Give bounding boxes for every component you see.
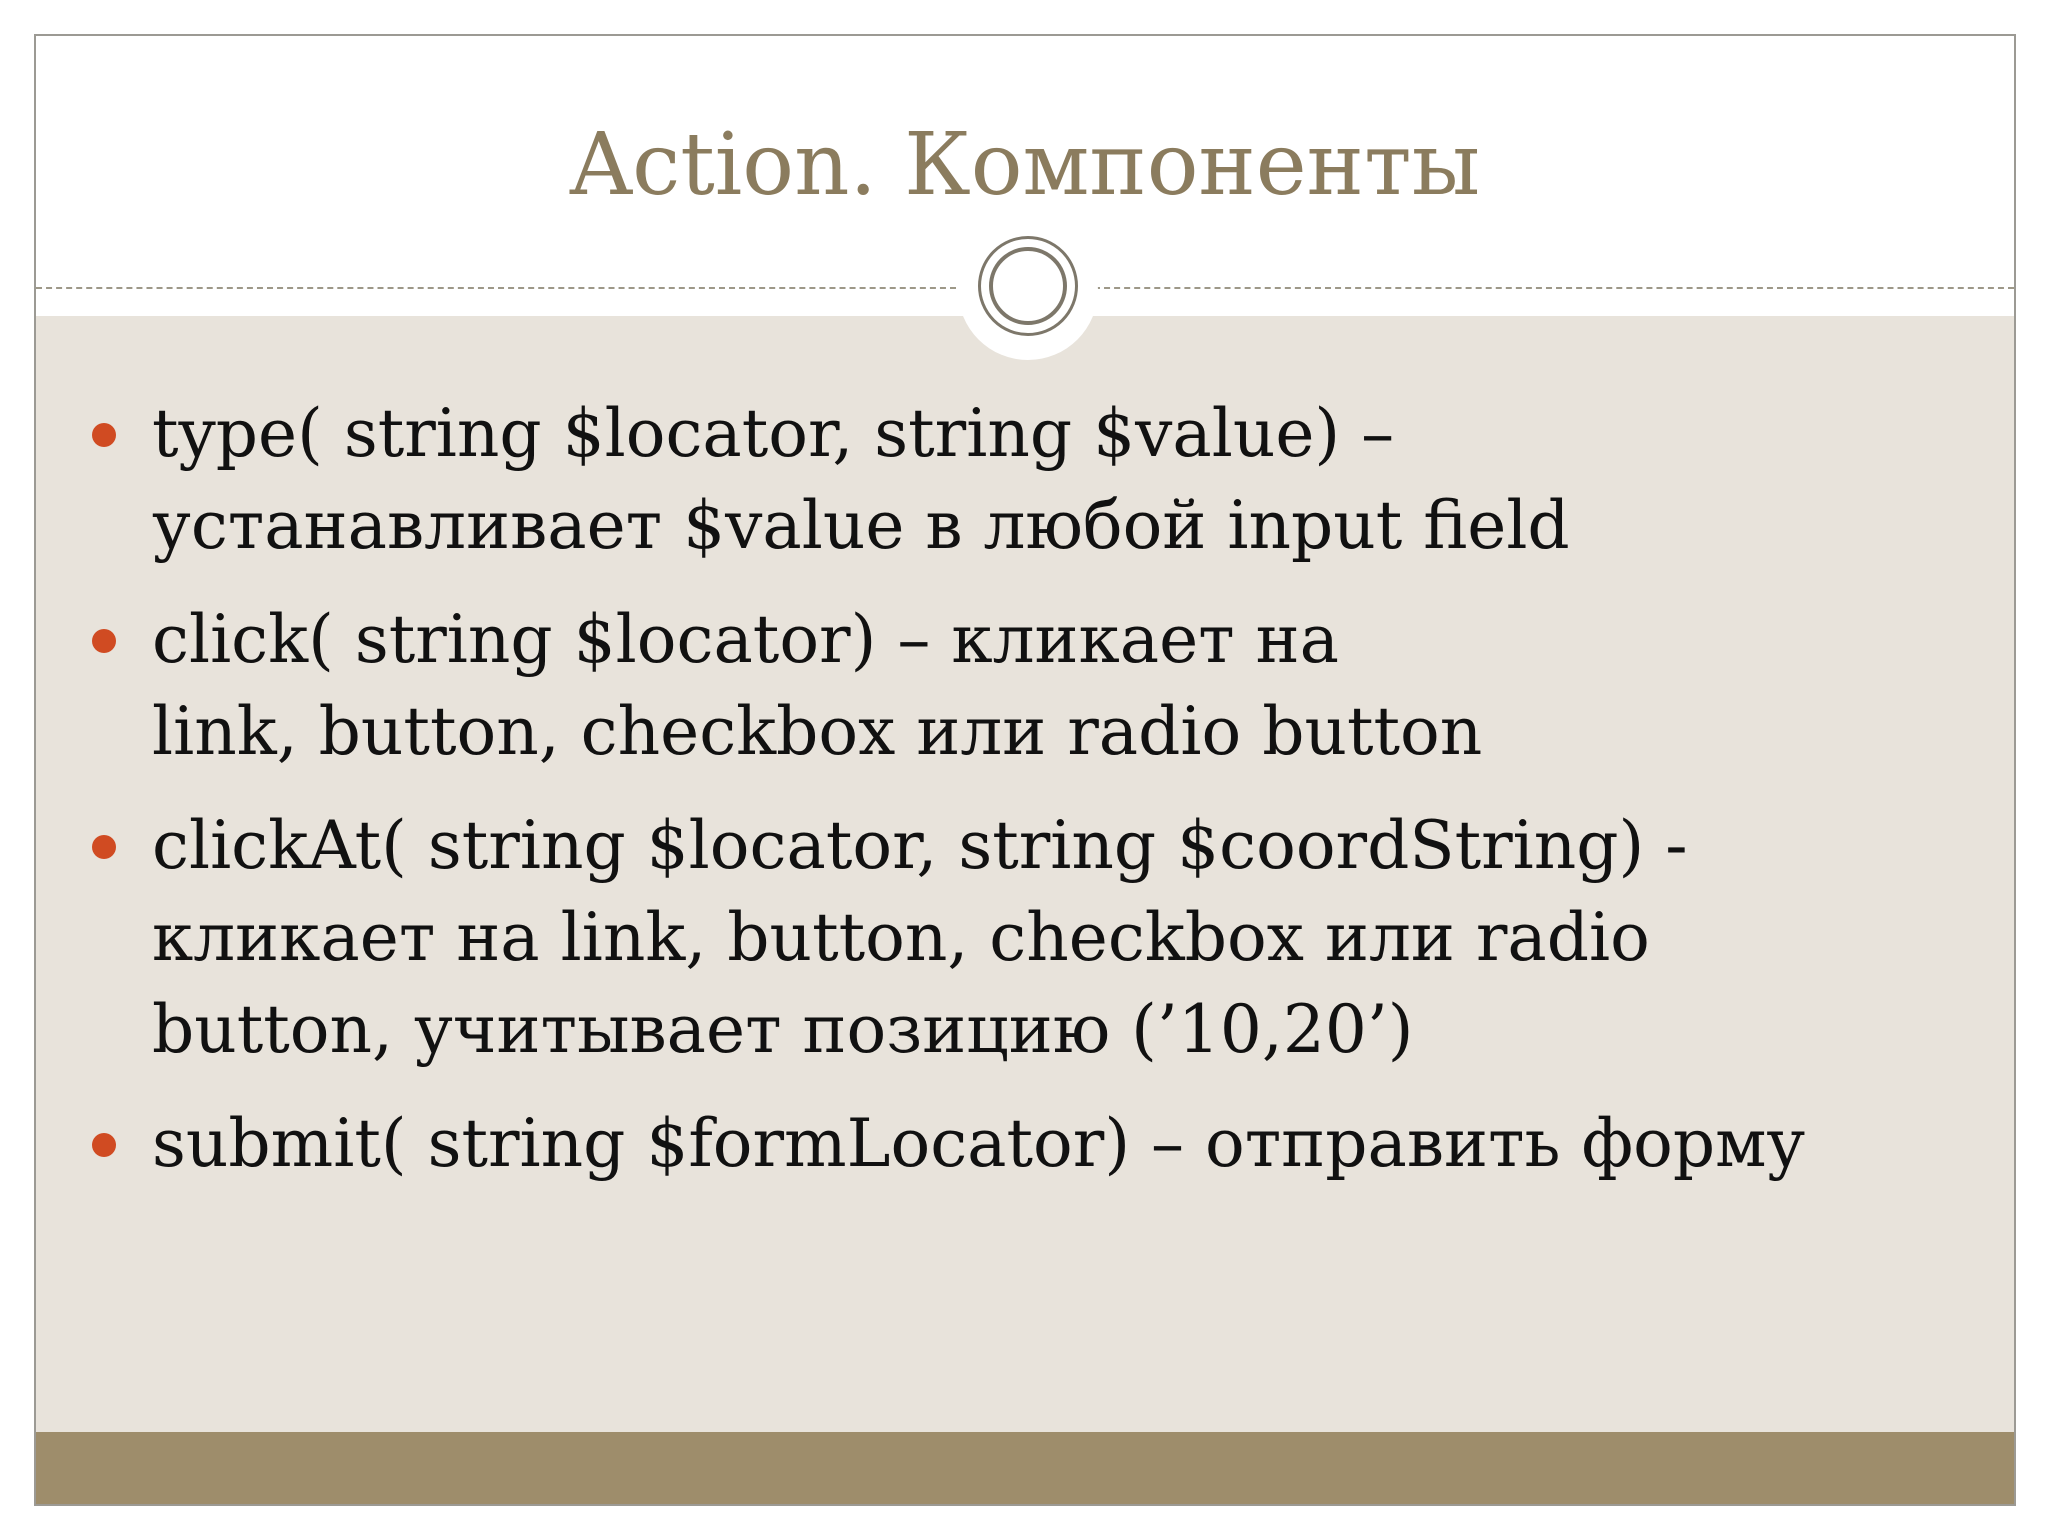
bullet-line: устанавливает $value в любой input field xyxy=(152,487,1570,564)
footer-bar xyxy=(36,1432,2014,1504)
bullet-item-type xyxy=(36,388,2014,572)
bullet-line: click( string $locator) – кликает на xyxy=(152,601,1339,678)
dashed-divider-left xyxy=(36,287,956,289)
dashed-divider-right xyxy=(1094,287,2014,289)
bullet-line: clickAt( string $locator, string $coordString) - xyxy=(152,807,1688,884)
bullet-item-clickat xyxy=(36,800,2014,1076)
bullet-line: link, button, checkbox или radio button xyxy=(152,693,1483,770)
circle-ornament-inner xyxy=(989,247,1067,325)
bullet-line: button, учитывает позицию (’10,20’) xyxy=(152,991,1414,1068)
bullet-item-submit xyxy=(36,1098,2014,1190)
slide xyxy=(34,34,2016,1506)
bullet-dot-icon xyxy=(92,1133,116,1157)
bullet-dot-icon xyxy=(92,835,116,859)
bullet-line: кликает на link, button, checkbox или radio xyxy=(152,899,1650,976)
bullet-dot-icon xyxy=(92,423,116,447)
bullet-list xyxy=(36,388,2014,1212)
slide-title: Action. Компоненты xyxy=(569,115,1481,215)
bullet-line: type( string $locator, string $value) – xyxy=(152,395,1395,472)
bullet-dot-icon xyxy=(92,629,116,653)
bullet-line: submit( string $formLocator) – отправить форму xyxy=(152,1105,1806,1182)
bullet-item-click xyxy=(36,594,2014,778)
circle-ornament-icon xyxy=(978,236,1078,336)
